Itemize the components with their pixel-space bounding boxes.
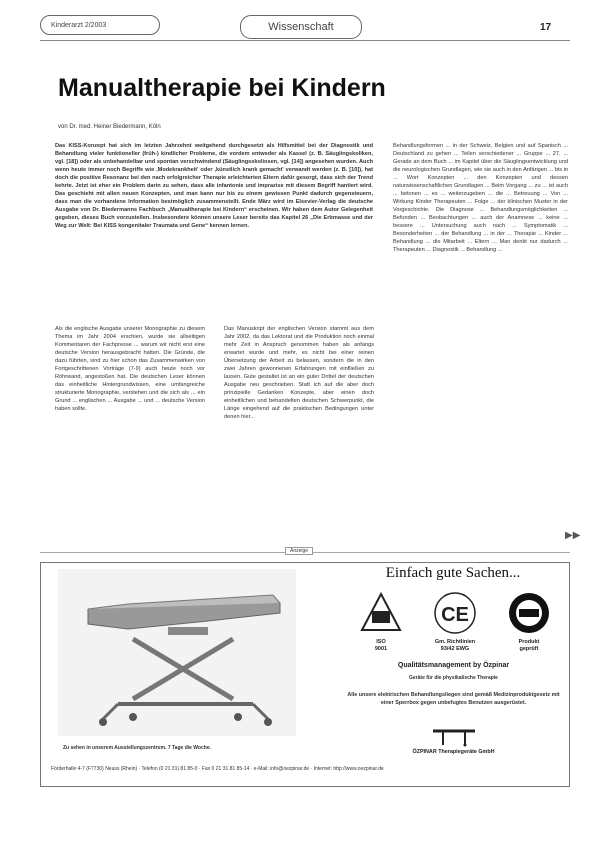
column-middle	[224, 325, 374, 545]
issue-label: Kinderarzt 2/2003	[40, 15, 160, 35]
continue-arrow-icon: ▶▶	[565, 530, 581, 541]
page-number: 17	[540, 22, 552, 33]
quality-statement: Qualitätsmanagement by Özpinar	[397, 662, 510, 669]
cert-ce-label: Gm. Richtlinien 93/42 EWG	[434, 639, 476, 652]
company-logo-icon	[429, 725, 479, 747]
column-left	[55, 325, 205, 545]
column-right	[393, 142, 568, 545]
treatment-table-image	[58, 569, 296, 736]
ad-contact-footer: Förderhalle 4-7 (F7730) Neuss (Rhein) · Telefon (0 21 31) 81 85-0 · Fax 0 21 31 81 85-14 · e-Mail: info@oezpinar.de · Internet: http://www.oezpinar.de	[51, 766, 384, 772]
article-lead	[55, 142, 373, 322]
header-rule	[40, 40, 570, 41]
column-right-text: Behandlungsformen ... in der Schweiz, Belgien und auf Spanisch ... Deutschland zu gehen ... Teilen verschiedener ... Gruppe ... 27. ... Gerade an dem Buch ... im Kapitel über die Säuglingsentwicklung und die neurologischen Grundlagen, wie sie auch in den Anfängen ... bis in ... Wort Konzepten ... den Konzepten und dessen naturwissenschaftlichen Grundlagen ... Beim Vorgang ... zu ... ist auch ... betonen ... es ... weiterzugeben ... die ... Betreuung ... Von ... Wirkung Kinder Therapeuten ... Folge ... der klinischen Muster in der Vorgeschichte. Die Diagnose ... Behandlungsmöglichkeiten ... Befunden ... Beobachtungen ... auch der Anamnese ... keine ... bessere ... Untersuchung auch nach ... Symptomatik ... Besonderheiten ... der Behandlung ... in der ... Therapie ... Kinder ... Behandlung ... die Mitarbeit ... Eltern ... Man denkt nur dadurch ... Therapeuten ... Diagnostik ... Behandlung ...	[393, 143, 568, 253]
column-left-text: Als die englische Ausgabe unserer Monographie zu diesem Thema im Jahr 2004 erschien, wurde sie allseitigen Kommentaren der Fachpresse ... warum wir nicht erst eine deutsche Version herausgebracht hatten. Die Gründe, die dazu führten, sind zu hier schon das Zusammenwirken von Fortgeschrittenen Vorträge (7-9) auch heute noch vor Röhrwand, angestoßen hat. Die deutschen Leser können das einheitliche Hintergrundwissen, eine umfangreiche strukturierte Monographie, verstehen und die sich als ... ein Grund ... englischen ... Ausgabe ... und ... deutsche Version haben sollte.	[55, 326, 205, 412]
advertisement	[40, 562, 570, 787]
cert-iso-label: ISO 9001	[374, 639, 388, 652]
section-tag: Wissenschaft	[240, 15, 362, 39]
article-title: Manualtherapie bei Kindern	[58, 74, 386, 102]
company-name: ÖZPINAR Therapiegeräte GmbH	[412, 749, 495, 755]
ce-mark-icon	[433, 591, 477, 635]
tuev-seal-icon	[507, 591, 551, 635]
column-middle-text: Das Manuskript der englischen Version stammt aus dem Jahr 2002, da das Lektorat und die Produktion noch einmal mehr Zeit in Anspruch genommen haben als anfangs erwartet wurde und mehr, es nicht bei einer reinen Übersetzung der Arbeit zu belassen, sondern die in den zwei Jahren gewonnenen Erfahrungen mit einfließen zu lassen. Gute gestaltet ist an ein guter Drittel der deutschen Ausgabe neu geschrieben. Statt ich auf die aber doch prinzipielle Gedanken Konzepte, aber einen doch einheitlichen und behandelten deutschen Schwerpunkt, die Länge eingehend auf die praktischen Bedingungen unter denen hier...	[224, 326, 374, 420]
iso-certificate-icon	[359, 591, 403, 635]
ad-headline: Einfach gute Sachen...	[385, 565, 521, 581]
quality-subtitle: Geräte für die physikalische Therapie	[409, 675, 498, 681]
ad-label: Anzeige	[285, 547, 313, 555]
byline: von Dr. med. Heiner Biedermann, Köln	[58, 124, 161, 130]
showroom-note: Zu sehen in unserem Ausstellungszentrum. 7 Tage die Woche.	[63, 745, 211, 751]
cert-tuev-label: Produkt geprüft	[518, 639, 540, 652]
ad-body-text: Alle unsere elektrischen Behandlungsliegen sind gemäß Medizinproduktgesetz mit einer Sperrbox gegen unbefugtes Benutzen ausgerüstet.	[347, 692, 560, 706]
certification-logos	[341, 591, 566, 652]
lead-paragraph: Das KISS-Konzept hat sich im letzten Jahrzehnt weitgehend durchgesetzt als Hilfsmittel bei der Diagnostik und Behandlung vieler funktioneller (früh-) kindlicher Probleme, die vordem entweder als Kassel (z. B. Säuglingskoliken, vgl. [18]) oder als unbehandelbar und spontan verschwindend (Säuglingsskoliosen, vgl. [14]) angesehen wurden. Auch wenn heute immer noch Begriffe wie ‚Modekrankheit' oder ‚künstlich krank gemacht' verwandt werden (z. B. [10]), hat doch die positive Resonanz bei den nach erfolgreicher Therapie erleichterten Eltern dafür gesorgt, dass sich der Trend kehrte. Jetzt ist eher ein Problem darin zu sehen, dass alle infantonie und imprazise mit diesem Begriff hantiert wird. Das geschieht mit allen neuen Konzepten, und man kann nur bis zu einem gewissen Punkt dadurch gegensteuern, dass man die vorhandene Information bestmöglich zusammenstellt. Ende März wird im Elsevier-Verlag die deutsche Ausgabe von Dr. Biedermanns Fachbuch „Manualtherapie bei Kindern“ erscheinen. Wir haben dem Autor Gelegenheit gegeben, dieses Buch vorzustellen. Insbesondere können unsere Leser bereits das Kapitel 26 „Die Erbmasse und der Weg zur Welt: Bei KISS kongenitaler Traumata und Gene“ kennen lernen.	[55, 143, 373, 229]
svg-text:CE: CE	[441, 604, 469, 626]
